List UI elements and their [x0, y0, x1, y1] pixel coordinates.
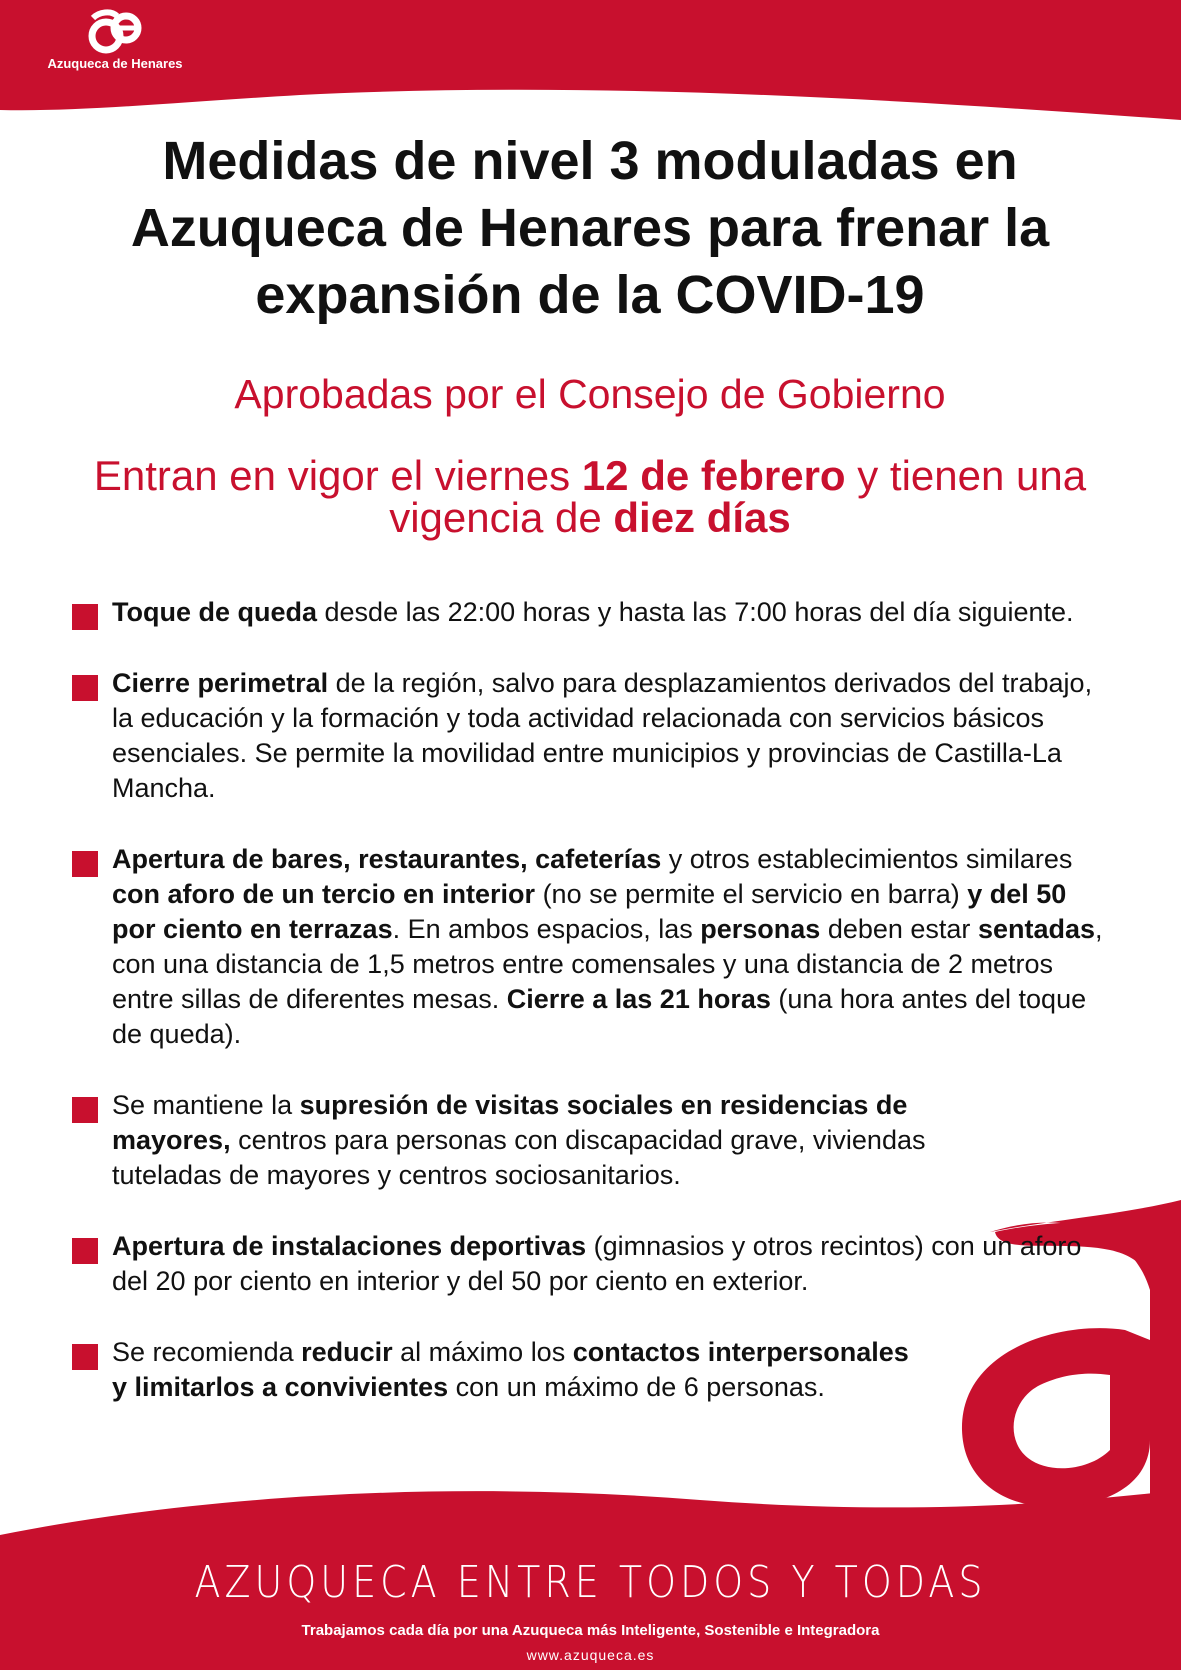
subtitle: Aprobadas por el Consejo de Gobierno	[234, 371, 946, 417]
bullet-square-icon	[72, 1344, 98, 1370]
measure-item	[72, 595, 1112, 630]
measure-text: y otros establecimientos similares	[661, 844, 1073, 874]
measure-bold-text: reducir	[301, 1337, 393, 1367]
measure-text: al máximo los	[392, 1337, 573, 1367]
measure-bold-text: sentadas	[977, 914, 1095, 944]
measures-list	[72, 595, 1112, 1405]
azuqueca-ae-logo-icon	[85, 8, 145, 54]
bullet-square-icon	[72, 851, 98, 877]
logo	[40, 8, 190, 71]
measure-text: deben estar	[820, 914, 978, 944]
measure-text: . En ambos espacios, las	[392, 914, 701, 944]
footer-slogan: AZUQUECA ENTRE TODOS Y TODAS	[194, 1556, 987, 1608]
validity-statement	[60, 452, 1120, 541]
start-date: 12 de febrero	[581, 452, 846, 499]
validity-text-1: Entran en vigor el viernes	[93, 452, 582, 499]
measure-item	[72, 666, 1112, 806]
measure-bold-text: Cierre perimetral	[112, 668, 329, 698]
footer-website-link[interactable]: www.azuqueca.es	[526, 1647, 655, 1663]
measure-text: centros para personas con discapacidad grave, viviendas tuteladas de mayores y centros sociosanitarios.	[112, 1125, 926, 1190]
measure-bold-text: y del 50 por ciento en terrazas	[112, 879, 1067, 944]
measure-text: Se mantiene la	[112, 1090, 300, 1120]
measure-text: (gimnasios y otros recintos) con un aforo del 20 por ciento en interior y del 50 por ciento en exterior.	[112, 1231, 1082, 1296]
validity-duration: diez días	[613, 494, 791, 541]
measure-bold-text: supresión de visitas sociales en residencias de mayores,	[112, 1090, 908, 1155]
bullet-square-icon	[72, 675, 98, 701]
bullet-square-icon	[72, 604, 98, 630]
measure-item	[72, 1229, 1112, 1299]
measure-text: Se recomienda	[112, 1337, 302, 1367]
bullet-square-icon	[72, 1238, 98, 1264]
measure-text: con un máximo de 6 personas.	[448, 1372, 825, 1402]
validity-text-2: y tienen una vigencia de	[389, 452, 1087, 541]
measure-text: desde las 22:00 horas y hasta las 7:00 horas del día siguiente.	[317, 597, 1074, 627]
measure-bold-text: Apertura de bares, restaurantes, cafeterías	[112, 844, 662, 874]
measure-bold-text: personas	[700, 914, 821, 944]
measure-item	[72, 1088, 1112, 1193]
bullet-square-icon	[72, 1097, 98, 1123]
measure-text: (una hora antes del toque de queda).	[112, 984, 1087, 1049]
measure-item	[72, 1335, 1112, 1405]
measure-item	[72, 842, 1112, 1052]
footer-tagline: Trabajamos cada día por una Azuqueca más Inteligente, Sostenible e Integradora	[301, 1622, 880, 1639]
measure-bold-text: con aforo de un tercio en interior	[112, 879, 536, 909]
measure-text: de la región, salvo para desplazamientos derivados del trabajo, la educación y la formación y toda actividad relacionada con servicios básicos esenciales. Se permite la movilidad entre municipios y provincias de Castilla-La Mancha.	[112, 668, 1093, 803]
measure-bold-text: contactos interpersonales y limitarlos a convivientes	[112, 1337, 909, 1402]
measure-text: , con una distancia de 1,5 metros entre comensales y una distancia de 2 metros entre sillas de diferentes mesas.	[112, 914, 1103, 1014]
measure-bold-text: Toque de queda	[112, 597, 318, 627]
logo-name: Azuqueca de Henares	[47, 56, 183, 71]
measure-bold-text: Apertura de instalaciones deportivas	[112, 1231, 587, 1261]
measure-bold-text: Cierre a las 21 horas	[506, 984, 771, 1014]
measure-text: (no se permite el servicio en barra)	[535, 879, 968, 909]
page-title: Medidas de nivel 3 moduladas en Azuqueca de Henares para frenar la expansión de la COVID-19	[130, 131, 1050, 325]
